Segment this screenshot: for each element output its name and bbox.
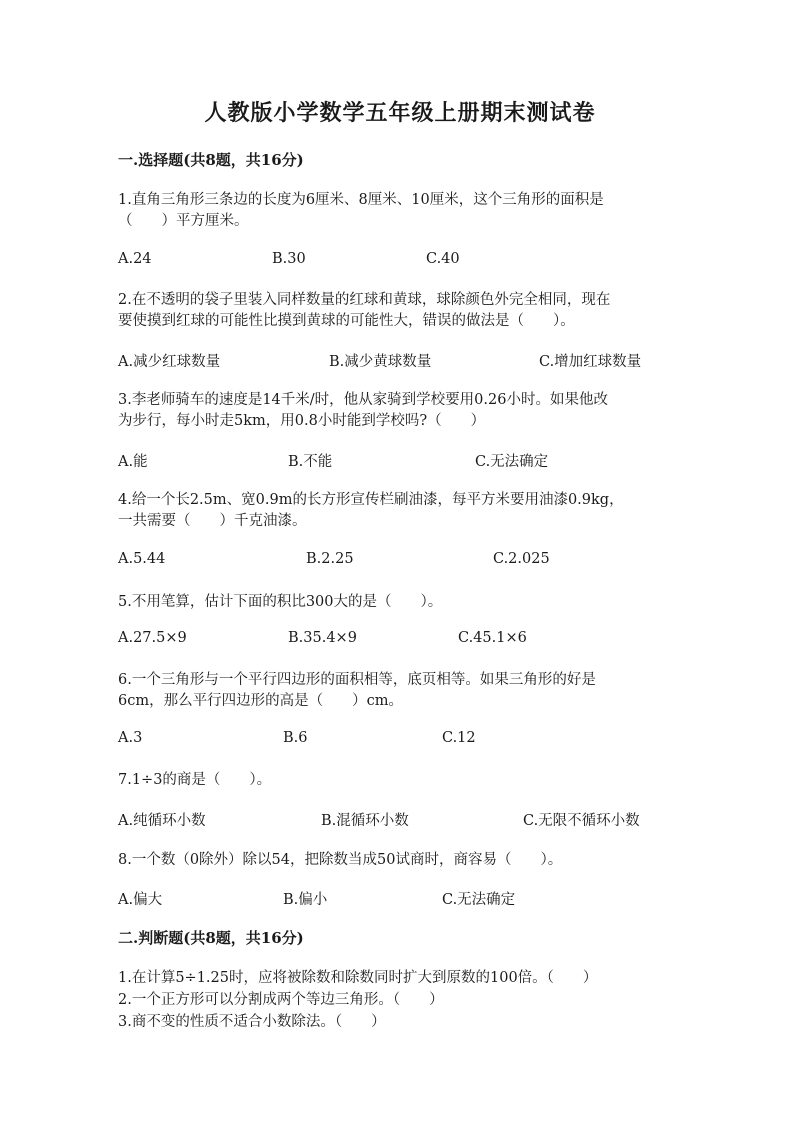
question-text: 为步行，每小时走5km，用0.8小时能到学校吗?（ ） [118, 413, 486, 429]
judgment-item-2: 2.一个正方形可以分割成两个等边三角形。（ ） [118, 992, 444, 1008]
option-a: A.27.5×9 [118, 630, 187, 646]
question-text: 6.一个三角形与一个平行四边形的面积相等，底页相等。如果三角形的好是 [118, 672, 596, 688]
question-text: 3.李老师骑车的速度是14千米/时，他从家骑到学校要用0.26小时。如果他改 [118, 392, 608, 408]
section-heading-choice: 一.选择题(共8题，共16分) [118, 151, 304, 169]
option-c: C.无限不循环小数 [523, 813, 640, 829]
option-a: A.3 [118, 730, 143, 746]
option-a: A.5.44 [118, 551, 166, 567]
option-b: B.偏小 [283, 892, 328, 908]
option-b: B.不能 [288, 454, 333, 470]
judgment-item-3: 3.商不变的性质不适合小数除法。（ ） [118, 1014, 386, 1030]
question-text: 2.在不透明的袋子里装入同样数量的红球和黄球，球除颜色外完全相同，现在 [118, 292, 611, 308]
page-title: 人教版小学数学五年级上册期末测试卷 [204, 100, 596, 126]
option-b: B.2.25 [306, 551, 354, 567]
question-text: 要使摸到红球的可能性比摸到黄球的可能性大，错误的做法是（ ）。 [118, 313, 575, 329]
option-c: C.无法确定 [475, 454, 549, 470]
option-c: C.2.025 [493, 551, 550, 567]
option-b: B.6 [283, 730, 308, 746]
option-a: A.减少红球数量 [118, 354, 221, 370]
option-c: C.12 [442, 730, 476, 746]
option-b: B.减少黄球数量 [329, 354, 432, 370]
option-b: B.35.4×9 [288, 630, 357, 646]
question-text: （ ）平方厘米。 [118, 213, 249, 229]
option-c: C.40 [426, 251, 460, 267]
option-c: C.无法确定 [442, 892, 516, 908]
question-text: 4.给一个长2.5m、宽0.9m的长方形宣传栏刷油漆，每平方米要用油漆0.9kg， [118, 492, 624, 508]
option-c: C.45.1×6 [458, 630, 527, 646]
question-text: 8.一个数（0除外）除以54，把除数当成50试商时，商容易（ ）。 [118, 852, 563, 868]
question-text: 7.1÷3的商是（ ）。 [118, 772, 272, 788]
option-a: A.24 [118, 251, 152, 267]
option-a: A.能 [118, 454, 148, 470]
question-text: 一共需要（ ）千克油漆。 [118, 513, 307, 529]
section-heading-judgment: 二.判断题(共8题，共16分) [118, 929, 304, 947]
question-text: 5.不用笔算，估计下面的积比300大的是（ ）。 [118, 594, 443, 610]
question-text: 1.直角三角形三条边的长度为6厘米、8厘米、10厘米，这个三角形的面积是 [118, 192, 604, 208]
option-c: C.增加红球数量 [539, 354, 642, 370]
question-text: 6cm，那么平行四边形的高是（ ）cm。 [118, 693, 403, 709]
option-b: B.混循环小数 [321, 813, 409, 829]
option-a: A.偏大 [118, 892, 163, 908]
judgment-item-1: 1.在计算5÷1.25时，应将被除数和除数同时扩大到原数的100倍。（ ） [118, 970, 598, 986]
option-a: A.纯循环小数 [118, 813, 206, 829]
option-b: B.30 [272, 251, 306, 267]
